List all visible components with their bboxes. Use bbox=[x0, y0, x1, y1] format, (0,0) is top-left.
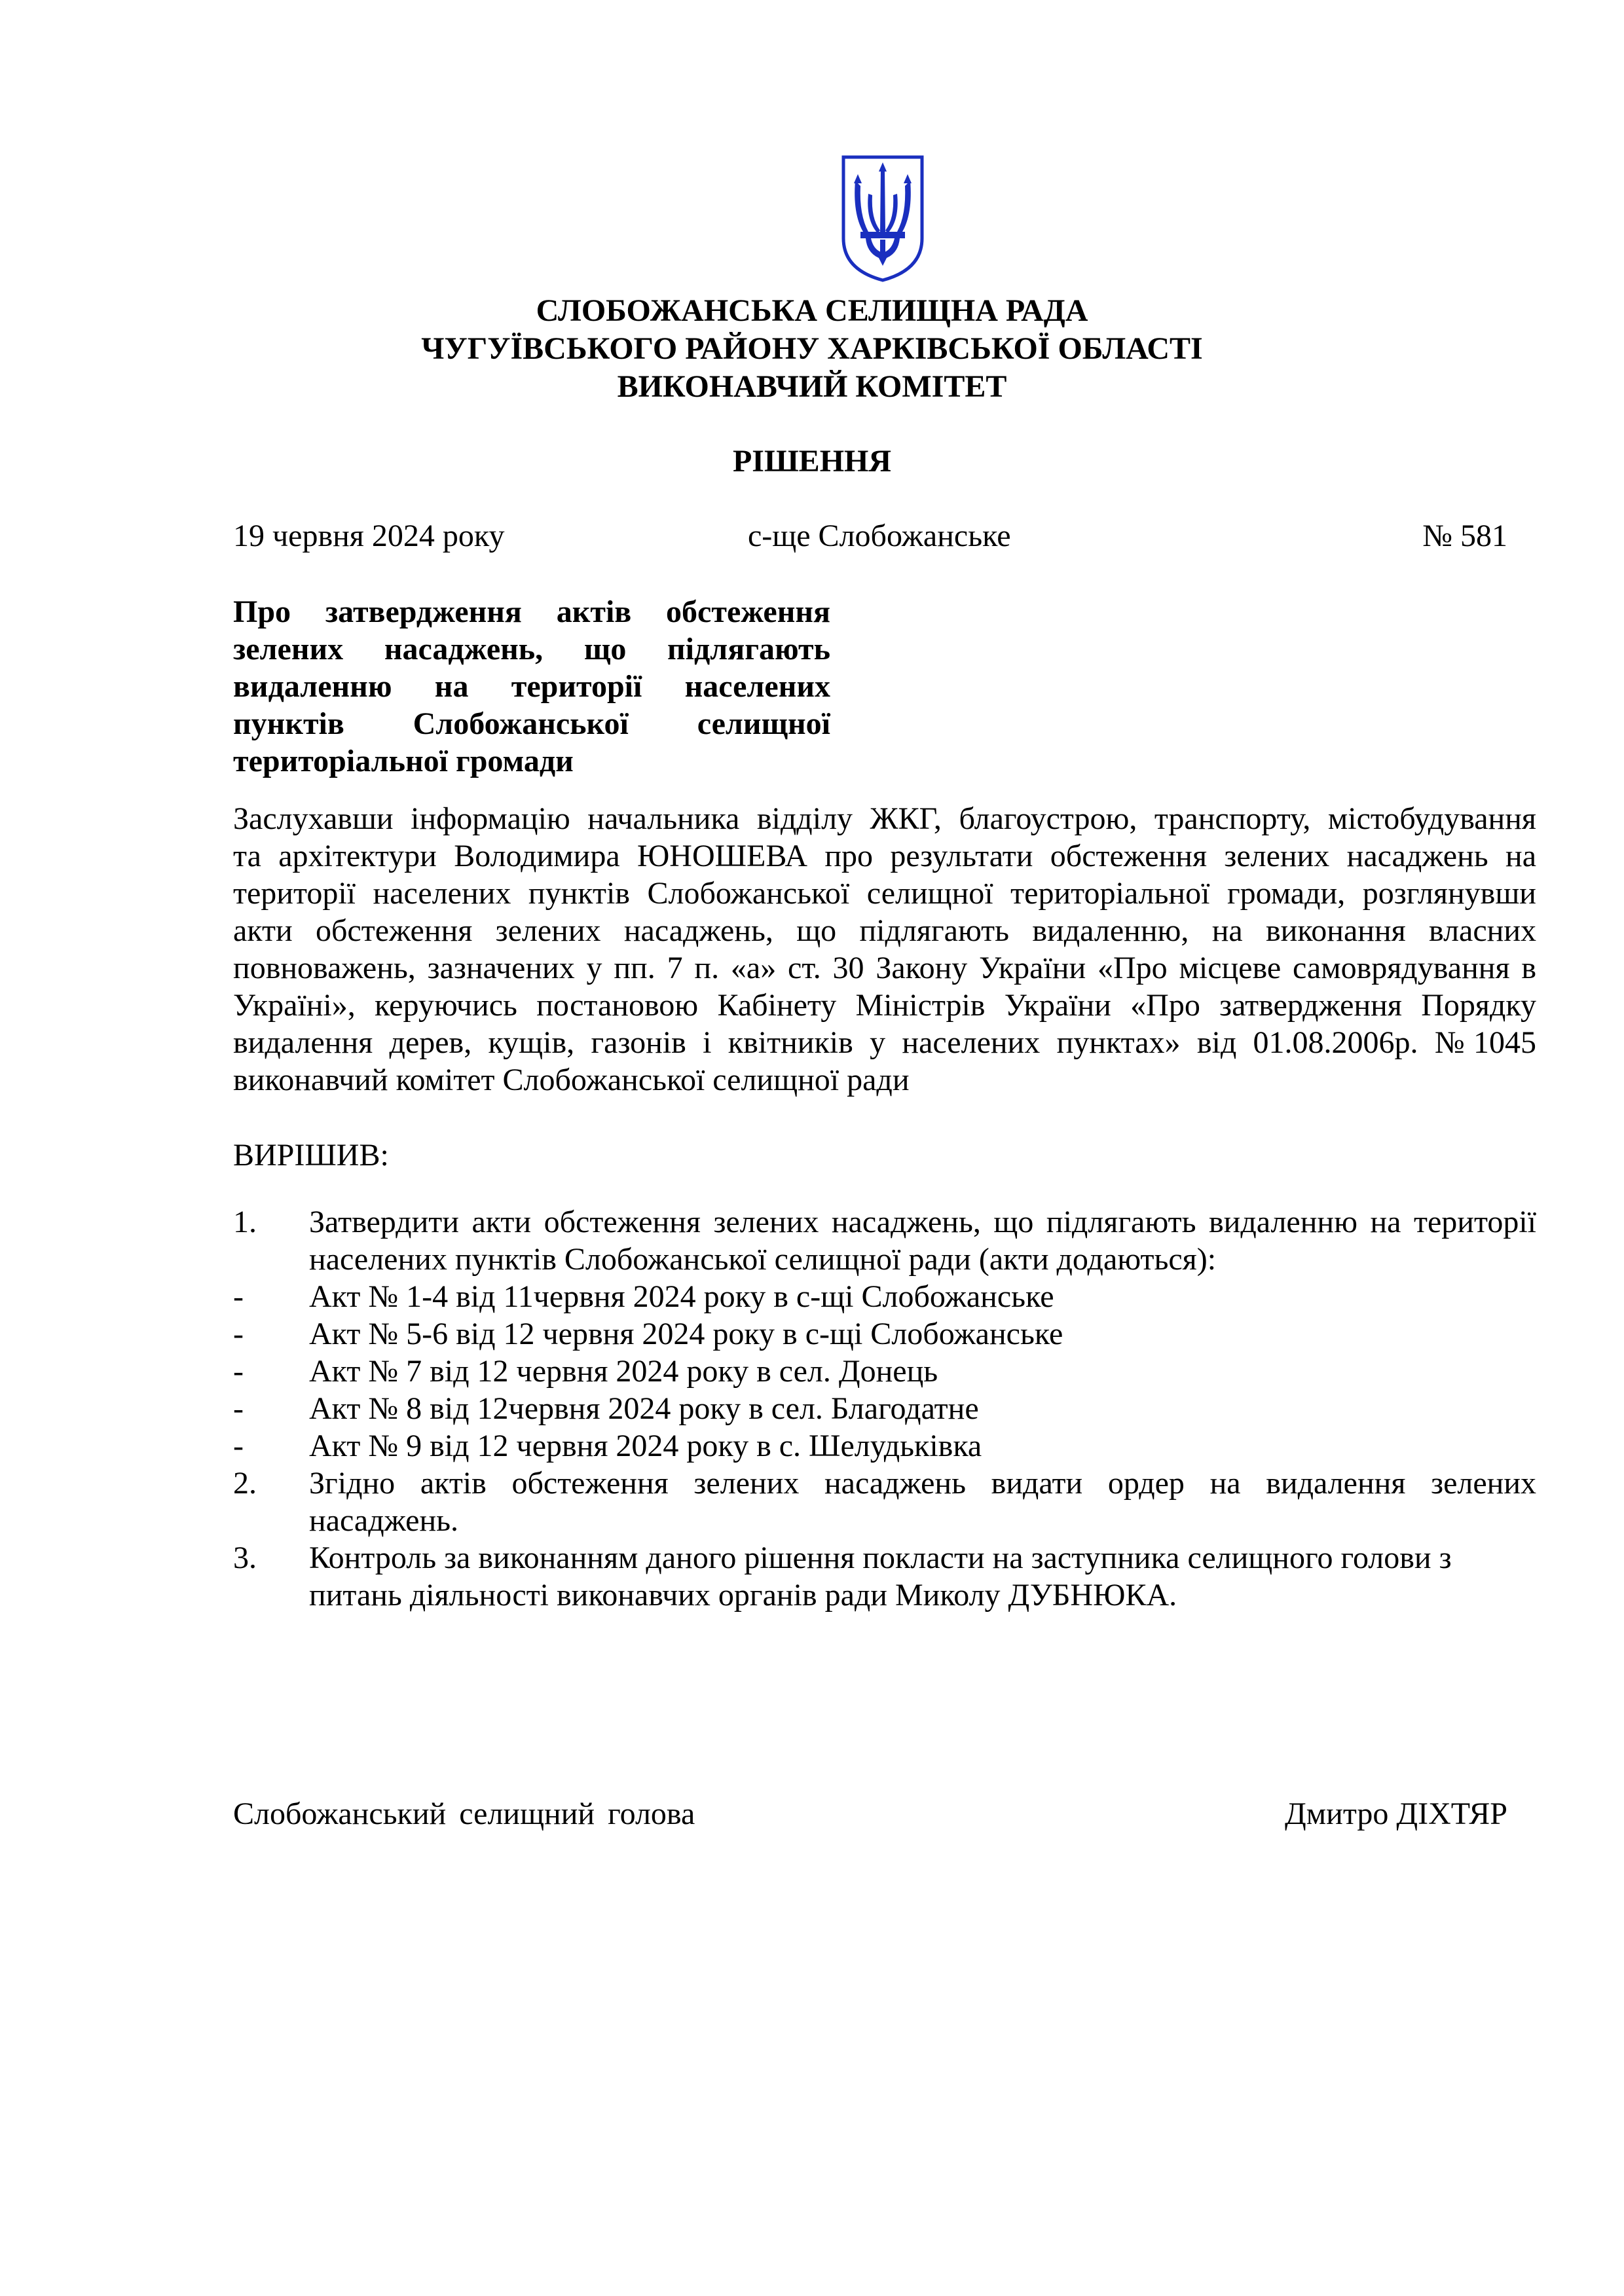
subject-line: видаленню на території населених bbox=[233, 669, 830, 704]
preamble-line: виконавчий комітет Слобожанської селищної ради bbox=[233, 1063, 910, 1097]
item-line: Затвердити акти обстеження зелених насаджень, що підлягають видаленню на території bbox=[309, 1205, 1536, 1239]
document-title: РІШЕННЯ bbox=[732, 444, 892, 479]
subject-line: Про затвердження актів обстеження bbox=[233, 594, 830, 629]
preamble-line: Заслухавши інформацію начальника відділу ЖКГ, благоустрою, транспорту, містобудування bbox=[233, 801, 1536, 836]
item-marker: 2. bbox=[233, 1466, 257, 1501]
preamble-paragraph bbox=[233, 800, 1536, 1099]
item-line: Акт № 1-4 від 11червня 2024 року в с-щі Слобожанське bbox=[309, 1279, 1054, 1314]
item-marker: - bbox=[233, 1317, 244, 1351]
subject-line: територіальної громади bbox=[233, 744, 574, 778]
preamble-line: видалення дерев, кущів, газонів і квітників у населених пунктах» від 01.08.2006р. №1045 bbox=[233, 1025, 1536, 1060]
list-item bbox=[233, 1465, 1536, 1539]
decision-items-list bbox=[233, 1203, 1536, 1614]
signature-block bbox=[233, 1795, 1507, 1833]
list-item bbox=[233, 1203, 1536, 1278]
trident-coat-of-arms-icon bbox=[840, 155, 926, 283]
list-item bbox=[233, 1353, 1536, 1390]
preamble-line: території населених пунктів Слобожанської селищної територіальної громади, розглянувши bbox=[233, 876, 1536, 911]
preamble-line: та архітектури Володимира ЮНОШЕВА про результати обстеження зелених насаджень на bbox=[233, 839, 1536, 873]
item-marker: 3. bbox=[233, 1540, 257, 1575]
item-line: Акт № 9 від 12 червня 2024 року в с. Шелудьківка bbox=[309, 1429, 982, 1463]
list-item bbox=[233, 1315, 1536, 1353]
item-line: Акт № 5-6 від 12 червня 2024 року в с-щі Слобожанське bbox=[309, 1317, 1063, 1351]
preamble-line: акти обстеження зелених насаджень, що підлягають видаленню, на виконання власних bbox=[233, 913, 1536, 948]
item-marker: - bbox=[233, 1354, 244, 1389]
list-item bbox=[233, 1427, 1536, 1465]
item-line: Акт № 7 від 12 червня 2024 року в сел. Донець bbox=[309, 1354, 938, 1389]
preamble-line: Україні», керуючись постановою Кабінету Міністрів України «Про затвердження Порядку bbox=[233, 988, 1536, 1023]
executive-committee-name: ВИКОНАВЧИЙ КОМІТЕТ bbox=[617, 369, 1007, 404]
district-region-name: ЧУГУЇВСЬКОГО РАЙОНУ ХАРКІВСЬКОЇ ОБЛАСТІ bbox=[421, 331, 1203, 366]
item-marker: - bbox=[233, 1391, 244, 1426]
list-item bbox=[233, 1539, 1536, 1614]
item-marker: - bbox=[233, 1279, 244, 1314]
list-item bbox=[233, 1278, 1536, 1315]
document-number: № 581 bbox=[1422, 519, 1507, 553]
item-line: Згідно актів обстеження зелених насаджень видати ордер на видалення зелених bbox=[309, 1466, 1536, 1501]
item-line: Контроль за виконанням даного рішення покласти на заступника селищного голови з bbox=[309, 1540, 1452, 1575]
preamble-line: повноважень, зазначених у пп. 7 п. «а» ст. 30 Закону України «Про місцеве самоврядування в bbox=[233, 951, 1536, 985]
list-item bbox=[233, 1390, 1536, 1427]
subject-line: пунктів Слобожанської селищної bbox=[233, 706, 830, 741]
resolved-label: ВИРІШИВ: bbox=[233, 1138, 389, 1173]
item-line: населених пунктів Слобожанської селищної ради (акти додаються): bbox=[309, 1242, 1217, 1277]
signatory-position: Слобожанський селищний голова bbox=[233, 1796, 695, 1831]
document-meta-row bbox=[233, 517, 1507, 555]
decision-subject bbox=[233, 593, 830, 780]
signatory-name: Дмитро ДІХТЯР bbox=[1285, 1796, 1507, 1831]
council-name: СЛОБОЖАНСЬКА СЕЛИЩНА РАДА bbox=[536, 293, 1088, 328]
item-marker: - bbox=[233, 1429, 244, 1463]
document-date: 19 червня 2024 року bbox=[233, 519, 505, 553]
item-line: Акт № 8 від 12червня 2024 року в сел. Благодатне bbox=[309, 1391, 979, 1426]
document-place: с-ще Слобожанське bbox=[748, 519, 1011, 553]
subject-line: зелених насаджень, що підлягають bbox=[233, 632, 830, 666]
item-line: насаджень. bbox=[309, 1503, 459, 1538]
item-line: питань діяльності виконавчих органів ради Миколу ДУБНЮКА. bbox=[309, 1578, 1177, 1613]
item-marker: 1. bbox=[233, 1205, 257, 1239]
